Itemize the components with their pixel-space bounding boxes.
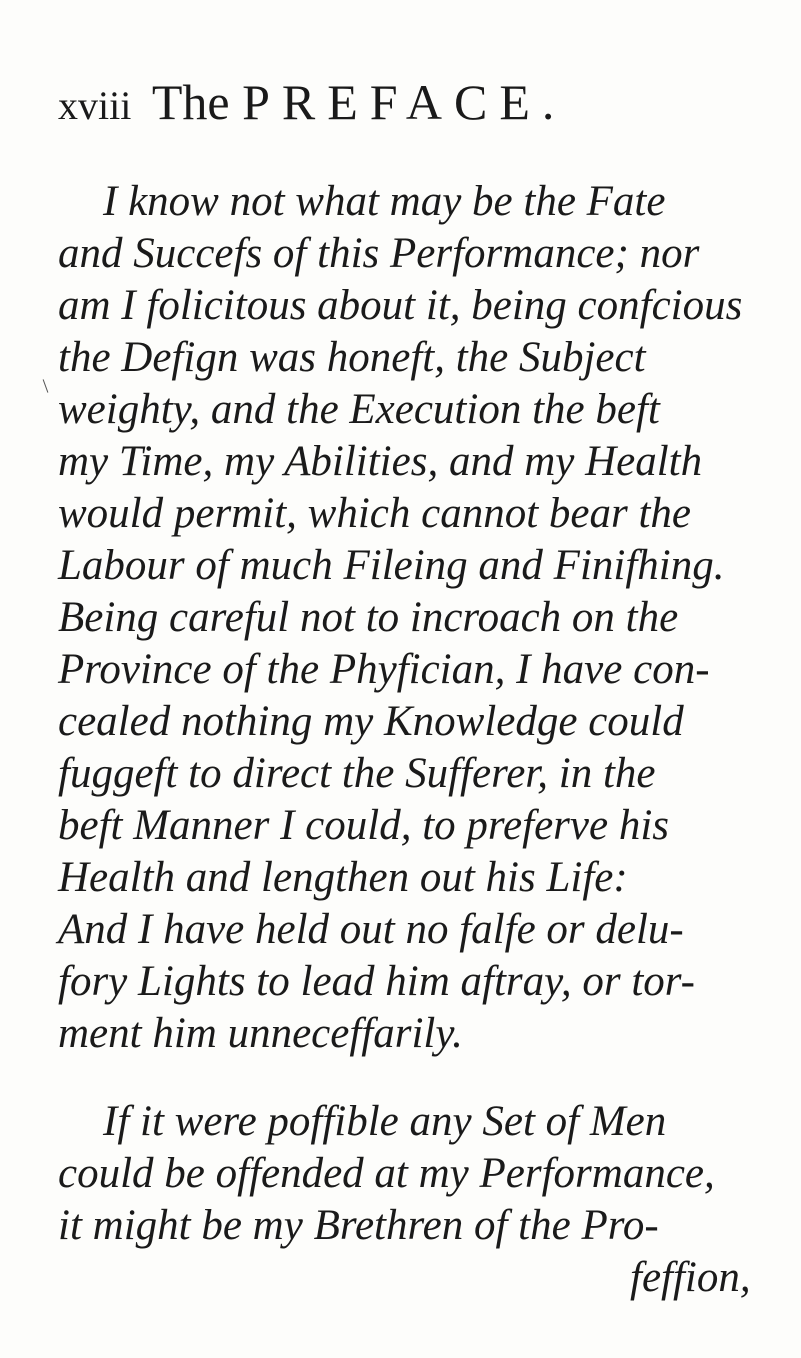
text-line: fory Lights to lead him aftray, or tor- — [58, 958, 696, 1005]
text-line: If it were poffible any Set of Men — [103, 1098, 667, 1145]
text-line: would permit, which cannot bear the — [58, 490, 691, 537]
text-line: could be offended at my Performance, — [58, 1150, 715, 1197]
text-line: And I have held out no falfe or delu- — [58, 906, 684, 953]
text-line: Being careful not to incroach on the — [58, 594, 679, 641]
text-line: am I folicitous about it, being confcious — [58, 282, 743, 329]
text-line: and Succefs of this Performance; nor — [58, 230, 700, 277]
text-line: Labour of much Fileing and Finifhing. — [58, 542, 725, 589]
text-line: my Time, my Abilities, and my Health — [58, 438, 703, 485]
running-title-the: The — [151, 74, 230, 130]
running-title-preface: PREFACE. — [242, 74, 567, 130]
page-number: xviii — [58, 83, 132, 128]
text-line: Province of the Phyfician, I have con- — [58, 646, 710, 693]
text-line: it might be my Brethren of the Pro- — [58, 1202, 659, 1249]
text-line: feffion, — [630, 1254, 751, 1301]
text-line: the Defign was honeft, the Subject — [58, 334, 646, 381]
text-line: cealed nothing my Knowledge could — [58, 698, 684, 745]
text-line: beft Manner I could, to preferve his — [58, 802, 670, 849]
text-line: weighty, and the Execution the beft — [58, 386, 660, 433]
text-line: ment him unneceffarily. — [58, 1010, 463, 1057]
text-line: I know not what may be the Fate — [103, 178, 666, 225]
text-line: Health and lengthen out his Life: — [58, 854, 628, 901]
text-line: fuggeft to direct the Sufferer, in the — [58, 750, 656, 797]
